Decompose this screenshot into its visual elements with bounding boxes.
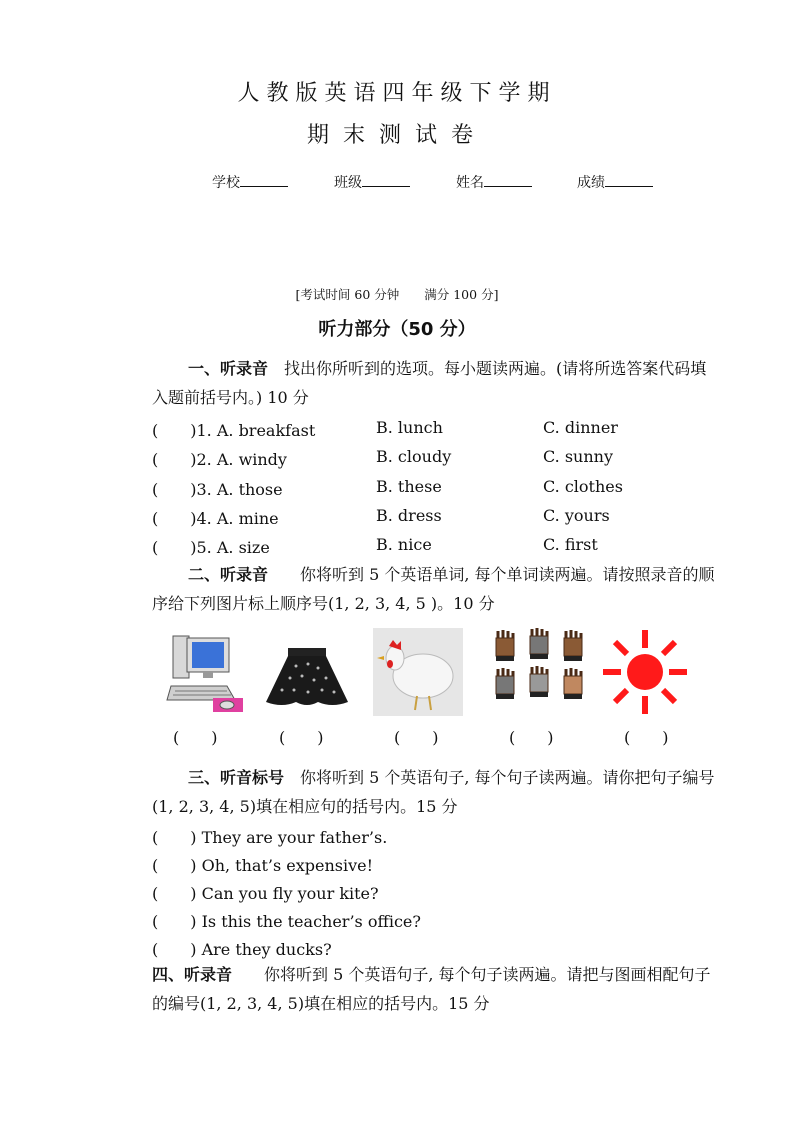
part1-heading: 一、听录音 (188, 359, 269, 378)
part1-instruction: 一、听录音 找出你所听到的选项。每小题读两遍。(请将所选答案代码填入题前括号内。) 10 分 (152, 359, 707, 407)
part4-heading: 四、听录音 (152, 965, 233, 984)
part1-q4-c: C. yours (543, 506, 610, 525)
part1-q5-c: C. first (543, 535, 598, 554)
school-field[interactable]: 学校 (212, 172, 288, 192)
part3-sentence-3: ( ) Can you fly your kite? (152, 884, 379, 903)
part1-q2-b: B. cloudy (376, 447, 452, 466)
part1-q5: ( )5. A. size (152, 538, 270, 557)
exam-title-line2: 期末测试卷 (306, 123, 487, 148)
gloves-icon (490, 628, 594, 716)
picture-2-answer[interactable]: ( ) (279, 728, 324, 747)
part1-q3-b: B. these (376, 477, 442, 496)
picture-4-answer[interactable]: ( ) (509, 728, 554, 747)
picture-1-answer[interactable]: ( ) (173, 728, 218, 747)
sun-icon (602, 628, 688, 716)
exam-note: [考试时间 60 分钟 满分 100 分] (295, 287, 499, 302)
part4-instruction: 四、听录音 你将听到 5 个英语句子, 每个句子读两遍。请把与图画相配句子的编号(1, 2, 3, 4, 5)填在相应的括号内。15 分 (152, 965, 711, 1013)
picture-5-answer[interactable]: ( ) (624, 728, 669, 747)
part3-sentence-4: ( ) Is this the teacher’s office? (152, 912, 421, 931)
part1-q2-c: C. sunny (543, 447, 614, 466)
picture-3-answer[interactable]: ( ) (394, 728, 439, 747)
part1-q1: ( )1. A. breakfast (152, 421, 316, 440)
part1-q3: ( )3. A. those (152, 480, 283, 499)
part1-q1-c: C. dinner (543, 418, 618, 437)
computer-icon (165, 628, 247, 716)
score-field[interactable]: 成绩 (577, 172, 653, 192)
part1-q5-b: B. nice (376, 535, 432, 554)
part1-q3-c: C. clothes (543, 477, 623, 496)
part1-q1-b: B. lunch (376, 418, 443, 437)
part2-instruction: 二、听录音 你将听到 5 个英语单词, 每个单词读两遍。请按照录音的顺序给下列图片标上顺序号(1, 2, 3, 4, 5 )。10 分 (152, 565, 715, 613)
part3-instruction: 三、听音标号 你将听到 5 个英语句子, 每个句子读两遍。请你把句子编号(1, 2, 3, 4, 5)填在相应句的括号内。15 分 (152, 768, 715, 816)
exam-title-line1: 人教版英语四年级下学期 (237, 81, 557, 106)
part2-heading: 二、听录音 (188, 565, 269, 584)
part3-sentence-5: ( ) Are they ducks? (152, 940, 332, 959)
part1-q4: ( )4. A. mine (152, 509, 279, 528)
name-field[interactable]: 姓名 (456, 172, 532, 192)
part3-heading: 三、听音标号 (188, 768, 285, 787)
section-title: 听力部分（50 分） (318, 319, 476, 340)
class-field[interactable]: 班级 (334, 172, 410, 192)
part3-sentence-1: ( ) They are your father’s. (152, 828, 388, 847)
part1-q2: ( )2. A. windy (152, 450, 287, 469)
skirt-icon (262, 628, 352, 716)
part3-sentence-2: ( ) Oh, that’s expensive! (152, 856, 374, 875)
hen-icon (373, 628, 463, 716)
part1-q4-b: B. dress (376, 506, 442, 525)
